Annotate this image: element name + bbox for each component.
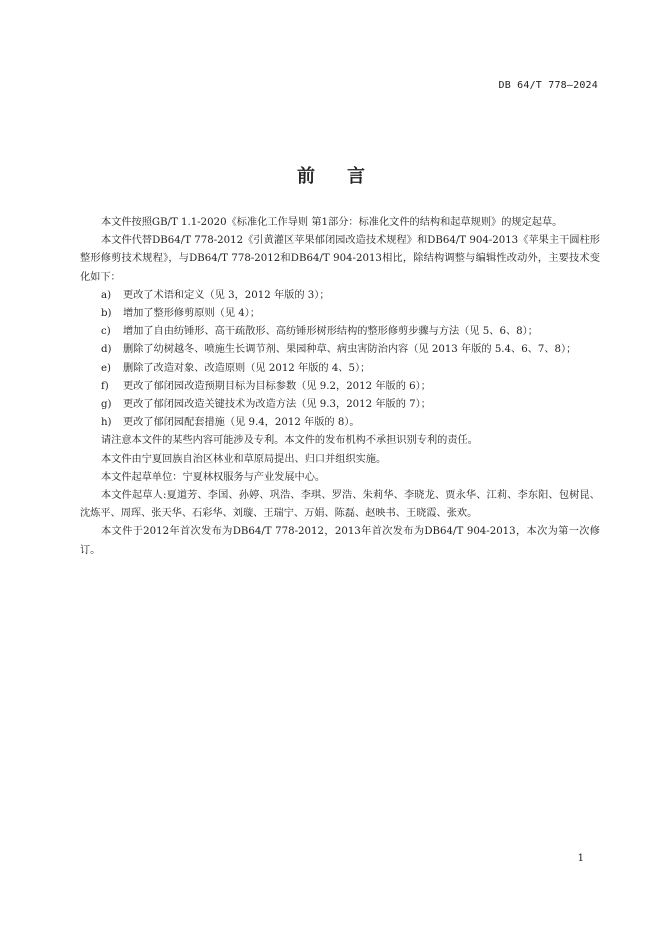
page-number: 1 [577, 853, 584, 864]
changes-list [80, 287, 600, 433]
list-item [80, 323, 600, 341]
list-item [80, 287, 600, 305]
paragraph-history: 本文件于2012年首次发布为DB64/T 778-2012，2013年首次发布为DB64/T 904-2013，本次为第一次修订。 [80, 526, 600, 556]
list-item [80, 360, 600, 378]
paragraph-proposer: 本文件由宁夏回族自治区林业和草原局提出、归口并组织实施。 [101, 453, 387, 465]
list-marker: d) [101, 344, 112, 356]
paragraph-patent-notice: 请注意本文件的某些内容可能涉及专利。本文件的发布机构不承担识别专利的责任。 [101, 435, 478, 447]
list-item-text: 更改了郁闭园改造预期目标为目标参数（见 9.2，2012 年版的 6）； [123, 380, 431, 392]
list-marker: b) [101, 308, 112, 320]
list-item-text: 更改了郁闭园改造关键技术为改造方法（见 9.3，2012 年版的 7）； [123, 399, 431, 411]
list-item-text: 删除了改造对象、改造原则（见 2012 年版的 4、5）； [123, 362, 371, 374]
paragraph-drafting-basis: 本文件按照GB/T 1.1-2020《标准化工作导则 第1部分：标准化文件的结构和起草规则》的规定起草。 [101, 217, 563, 228]
list-marker: c) [101, 326, 111, 338]
list-item [80, 378, 600, 396]
list-item [80, 414, 600, 432]
paragraph-replacement: 本文件代替DB64/T 778-2012《引黄灌区苹果郁闭园改造技术规程》和DB64/T 904-2013《苹果主干圆柱形整形修剪技术规程》，与DB64/T 778-2012和DB64/T 904-2013相比，除结构调整与编辑性改动外，主要技术变化如下： [80, 235, 600, 283]
list-item-text: 增加了自由纺锤形、高干疏散形、高纺锤形树形结构的整形修剪步骤与方法（见 5、6、8）； [123, 326, 538, 338]
list-marker: h) [101, 417, 112, 429]
list-marker: a) [101, 289, 112, 301]
list-item [80, 305, 600, 323]
list-item-text: 更改了郁闭园配套措施（见 9.4，2012 年版的 8）。 [123, 417, 360, 429]
paragraph-drafters: 本文件起草人:夏道芳、李国、孙婷、巩浩、李琪、罗浩、朱莉华、李晓龙、贾永华、江莉、李东阳、包树昆、沈炼平、周珲、张天华、石彩华、刘璇、王瑞宁、万娟、陈磊、赵映书、王晓霞、张欢。 [80, 490, 600, 520]
list-item-text: 更改了术语和定义（见 3，2012 年版的 3）； [123, 289, 330, 301]
list-item [80, 341, 600, 359]
list-item-text: 增加了整形修剪原则（见 4）； [123, 308, 261, 320]
document-code: DB 64/T 778—2024 [498, 80, 598, 91]
list-marker: g) [101, 399, 112, 411]
foreword-body [80, 214, 600, 560]
page-title: 前言 [297, 166, 397, 187]
list-marker: f) [101, 380, 109, 392]
list-marker: e) [101, 362, 112, 374]
paragraph-drafting-unit: 本文件起草单位：宁夏林权服务与产业发展中心。 [101, 471, 326, 483]
list-item [80, 396, 600, 414]
list-item-text: 删除了幼树越冬、喷施生长调节剂、果园种草、病虫害防治内容（见 2013 年版的 5.4、6、7、8）； [123, 344, 577, 356]
